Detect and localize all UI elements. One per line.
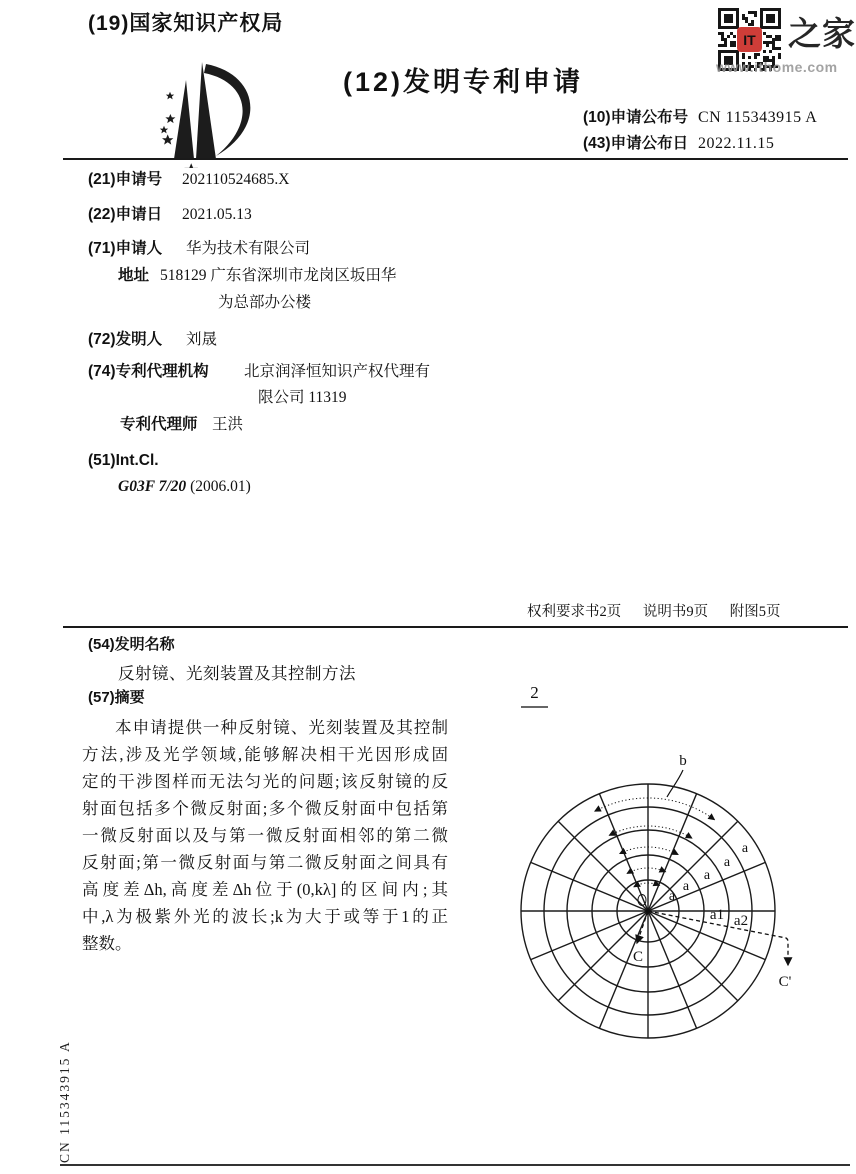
watermark-url: www.ithome.com bbox=[716, 59, 838, 75]
mid-divider bbox=[63, 626, 848, 628]
field-72-label: (72)发明人 bbox=[88, 331, 163, 348]
qr-module bbox=[763, 32, 766, 35]
field-51-label: (51)Int.Cl. bbox=[88, 452, 159, 469]
field-74-label: (74)专利代理机构 bbox=[88, 363, 209, 380]
description-pages: 说明书9页 bbox=[642, 604, 709, 620]
qr-module bbox=[772, 47, 775, 50]
qr-module bbox=[730, 44, 733, 47]
qr-module bbox=[724, 41, 727, 44]
invention-title: 反射镜、光刻装置及其控制方法 bbox=[118, 664, 356, 683]
qr-module bbox=[724, 14, 733, 23]
address-line-1: 518129 广东省深圳市龙岗区坂田华 bbox=[160, 267, 397, 284]
logo-spires bbox=[174, 62, 250, 159]
qr-module bbox=[760, 8, 781, 11]
center-point bbox=[645, 908, 650, 913]
qr-module bbox=[742, 14, 745, 17]
pub-date-value: 2022.11.15 bbox=[697, 135, 775, 152]
qr-module bbox=[733, 35, 736, 38]
qr-module bbox=[769, 50, 772, 53]
address-label: 地址 bbox=[118, 267, 150, 284]
qr-module bbox=[721, 35, 724, 38]
qr-module bbox=[742, 17, 745, 20]
rotation-arrow-arc bbox=[627, 868, 665, 873]
label-a-ring1: a bbox=[668, 889, 676, 904]
qr-module bbox=[724, 44, 727, 47]
qr-module bbox=[733, 44, 736, 47]
qr-module bbox=[718, 8, 721, 29]
qr-module bbox=[760, 26, 781, 29]
qr-module bbox=[769, 41, 772, 44]
qr-module bbox=[778, 38, 781, 41]
page-counts bbox=[527, 600, 781, 621]
qr-module bbox=[766, 41, 769, 44]
address-line-2: 为总部办公楼 bbox=[218, 294, 312, 311]
qr-module bbox=[718, 8, 739, 11]
qr-module bbox=[718, 26, 739, 29]
abstract-line: 射面包括多个微反射面;多个微反射面中包括第 bbox=[82, 799, 448, 818]
qr-module bbox=[772, 41, 775, 44]
qr-module bbox=[754, 14, 757, 17]
agent-label: 专利代理师 bbox=[120, 416, 198, 433]
ipc-class-version: (2006.01) bbox=[190, 478, 251, 495]
label-c-prime: C' bbox=[778, 974, 792, 990]
claims-pages: 权利要求书2页 bbox=[527, 604, 622, 620]
qr-module bbox=[772, 38, 775, 41]
qr-module bbox=[775, 47, 778, 50]
label-b-leader-line bbox=[667, 770, 683, 797]
field-21-label: (21)申请号 bbox=[88, 171, 163, 188]
abstract-text bbox=[82, 714, 448, 957]
qr-module bbox=[763, 41, 766, 44]
field-22-value: 2021.05.13 bbox=[182, 206, 252, 223]
abstract-line: 整数。 bbox=[82, 934, 132, 953]
rotation-arc-arrows bbox=[595, 798, 715, 887]
it-badge-text: IT bbox=[743, 32, 756, 48]
publication-number-row bbox=[583, 109, 817, 127]
qr-module bbox=[754, 53, 757, 56]
issuing-office: (19)国家知识产权局 bbox=[88, 12, 284, 35]
header-divider bbox=[63, 158, 848, 160]
qr-module bbox=[775, 38, 778, 41]
qr-module bbox=[724, 38, 727, 41]
abstract-line: 反射面;第一微反射面与第二微反射面之间具有 bbox=[82, 853, 448, 872]
qr-module bbox=[751, 11, 754, 14]
figure-2-drawing bbox=[480, 672, 856, 1064]
qr-module bbox=[754, 11, 757, 14]
qr-module bbox=[748, 11, 751, 14]
qr-module bbox=[718, 50, 739, 53]
rotation-arrow-arc bbox=[595, 798, 715, 820]
label-b: b bbox=[679, 753, 687, 769]
qr-module bbox=[742, 53, 745, 56]
document-type-title: (12)发明专利申请 bbox=[343, 67, 584, 97]
figures-pages: 附图5页 bbox=[729, 604, 781, 620]
abstract-line: 定的干涉图样而无法匀光的问题;该反射镜的反 bbox=[82, 772, 448, 791]
qr-module bbox=[766, 35, 769, 38]
qr-module bbox=[736, 8, 739, 29]
qr-module bbox=[778, 35, 781, 38]
qr-module bbox=[778, 8, 781, 29]
field-71-label: (71)申请人 bbox=[88, 240, 163, 257]
qr-module bbox=[718, 32, 721, 35]
qr-module bbox=[778, 47, 781, 50]
rotation-arrow-arc bbox=[620, 847, 678, 854]
qr-module bbox=[745, 17, 748, 20]
applicant-name: 华为技术有限公司 bbox=[186, 240, 311, 257]
qr-module bbox=[751, 20, 754, 23]
bottom-divider bbox=[60, 1164, 850, 1166]
qr-module bbox=[766, 44, 769, 47]
qr-module bbox=[721, 44, 724, 47]
abstract-line: 方法,涉及光学领域,能够解决相干光因形成固 bbox=[82, 745, 448, 764]
agency-name-line-1: 北京润泽恒知识产权代理有 bbox=[244, 363, 431, 380]
pub-number-value: CN 115343915 A bbox=[697, 109, 818, 126]
abstract-line: 一微反射面以及与第一微反射面相邻的第二微 bbox=[82, 826, 448, 845]
field-22-label: (22)申请日 bbox=[88, 206, 163, 223]
pub-date-label: (43)申请公布日 bbox=[583, 135, 689, 152]
pub-number-label: (10)申请公布号 bbox=[583, 109, 689, 126]
publication-date-row bbox=[583, 135, 774, 153]
agent-name: 王洪 bbox=[212, 416, 244, 433]
ipc-classification bbox=[118, 478, 251, 496]
qr-module bbox=[730, 32, 733, 35]
side-publication-number: CN 115343915 A bbox=[57, 1040, 72, 1163]
qr-module bbox=[745, 20, 748, 23]
qr-module bbox=[730, 41, 733, 44]
label-a2: a2 bbox=[733, 913, 749, 929]
qr-module bbox=[766, 14, 775, 23]
qr-module bbox=[721, 32, 724, 35]
qr-module bbox=[751, 23, 754, 26]
field-21-value: 202110524685.X bbox=[182, 171, 290, 188]
abstract-line: 中,λ为极紫外光的波长;k为大于或等于1的正 bbox=[82, 907, 448, 926]
qr-module bbox=[778, 53, 781, 56]
abstract-line: 高度差Δh,高度差Δh位于(0,kλ]的区间内;其 bbox=[82, 880, 448, 899]
field-57-label: (57)摘要 bbox=[88, 689, 145, 706]
cnipa-logo-icon bbox=[108, 56, 278, 168]
qr-module bbox=[757, 53, 760, 56]
label-a-ring3: a bbox=[703, 868, 711, 883]
inventor-name: 刘晟 bbox=[186, 331, 218, 348]
field-54-label: (54)发明名称 bbox=[88, 636, 175, 653]
qr-module bbox=[772, 44, 775, 47]
qr-module bbox=[733, 41, 736, 44]
qr-module bbox=[727, 35, 730, 38]
qr-module bbox=[775, 35, 778, 38]
ipc-class-code: G03F 7/20 bbox=[118, 478, 187, 495]
qr-module bbox=[760, 8, 763, 29]
figure-number: 2 bbox=[521, 683, 548, 708]
abstract-line: 本申请提供一种反射镜、光刻装置及其控制 bbox=[115, 718, 448, 737]
label-a-ring2: a bbox=[682, 879, 690, 894]
qr-module bbox=[721, 38, 724, 41]
qr-module bbox=[763, 50, 766, 53]
qr-module bbox=[718, 44, 721, 47]
qr-module bbox=[748, 23, 751, 26]
agency-name-line-2: 限公司 11319 bbox=[258, 389, 347, 406]
label-a-ring5: a bbox=[741, 841, 749, 856]
qr-module bbox=[769, 35, 772, 38]
label-c: C bbox=[632, 949, 644, 965]
label-a-ring4: a bbox=[723, 855, 731, 870]
ithome-logo-text: 之家 bbox=[788, 17, 856, 53]
label-a1: a1 bbox=[709, 907, 725, 923]
